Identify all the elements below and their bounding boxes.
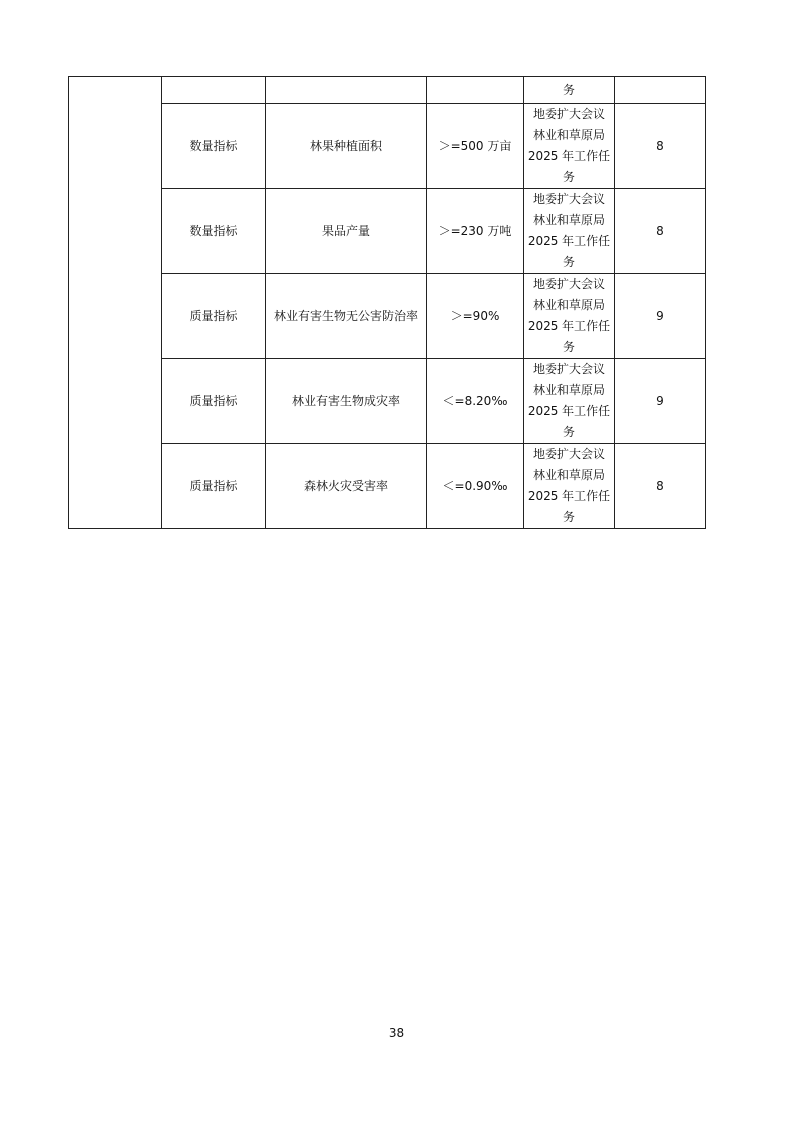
indicator-table-container xyxy=(68,76,704,529)
basis-text-line: 务 xyxy=(562,82,575,97)
page-number: 38 xyxy=(388,1026,405,1040)
table-row xyxy=(69,444,706,529)
score-cell: 9 xyxy=(615,359,706,444)
score-cell: 8 xyxy=(615,444,706,529)
indicator-name-cell: 林业有害生物无公害防治率 xyxy=(266,274,427,359)
basis-cell xyxy=(524,359,615,444)
table-cell-empty xyxy=(162,77,266,104)
basis-text-line: 林业和草原局 xyxy=(532,213,605,227)
table-row xyxy=(69,359,706,444)
indicator-category-cell: 数量指标 xyxy=(162,104,266,189)
indicator-name-cell: 果品产量 xyxy=(266,189,427,274)
indicator-table xyxy=(68,76,706,529)
indicator-name-cell: 林业有害生物成灾率 xyxy=(266,359,427,444)
basis-text-line: 地委扩大会议 xyxy=(532,192,605,206)
basis-text-line: 林业和草原局 xyxy=(532,298,605,312)
table-cell-empty xyxy=(615,77,706,104)
basis-cell xyxy=(524,189,615,274)
indicator-name-cell: 森林火灾受害率 xyxy=(266,444,427,529)
indicator-category-cell: 数量指标 xyxy=(162,189,266,274)
table-row-continued xyxy=(69,77,706,104)
basis-text-line: 务 xyxy=(562,255,575,269)
basis-text-line: 地委扩大会议 xyxy=(532,107,605,121)
table-row xyxy=(69,274,706,359)
indicator-target-cell: ＞=230 万吨 xyxy=(427,189,524,274)
indicator-target-cell: ＞=500 万亩 xyxy=(427,104,524,189)
basis-text-line: 务 xyxy=(562,510,575,524)
table-row xyxy=(69,104,706,189)
indicator-category-cell: 质量指标 xyxy=(162,359,266,444)
basis-text-line: 务 xyxy=(562,170,575,184)
indicator-category-cell: 质量指标 xyxy=(162,444,266,529)
merged-project-cell xyxy=(69,77,162,529)
basis-text-line: 地委扩大会议 xyxy=(532,362,605,376)
score-cell: 8 xyxy=(615,104,706,189)
basis-text-line: 地委扩大会议 xyxy=(532,447,605,461)
table-cell-empty xyxy=(266,77,427,104)
basis-cell xyxy=(524,104,615,189)
basis-text-line: 2025 年工作任 xyxy=(527,319,611,333)
basis-cell xyxy=(524,77,615,104)
indicator-target-cell: ＜=0.90‰ xyxy=(427,444,524,529)
indicator-target-cell: ＞=90% xyxy=(427,274,524,359)
basis-text-line: 林业和草原局 xyxy=(532,383,605,397)
basis-cell xyxy=(524,274,615,359)
basis-text-line: 务 xyxy=(562,425,575,439)
basis-text-line: 地委扩大会议 xyxy=(532,277,605,291)
indicator-name-cell: 林果种植面积 xyxy=(266,104,427,189)
basis-text-line: 务 xyxy=(562,340,575,354)
basis-text-line: 林业和草原局 xyxy=(532,128,605,142)
indicator-target-cell: ＜=8.20‰ xyxy=(427,359,524,444)
table-row xyxy=(69,189,706,274)
table-cell-empty xyxy=(427,77,524,104)
basis-text-line: 林业和草原局 xyxy=(532,468,605,482)
basis-text-line: 2025 年工作任 xyxy=(527,149,611,163)
indicator-category-cell: 质量指标 xyxy=(162,274,266,359)
basis-text-line: 2025 年工作任 xyxy=(527,234,611,248)
basis-text-line: 2025 年工作任 xyxy=(527,489,611,503)
score-cell: 8 xyxy=(615,189,706,274)
basis-cell xyxy=(524,444,615,529)
score-cell: 9 xyxy=(615,274,706,359)
basis-text-line: 2025 年工作任 xyxy=(527,404,611,418)
